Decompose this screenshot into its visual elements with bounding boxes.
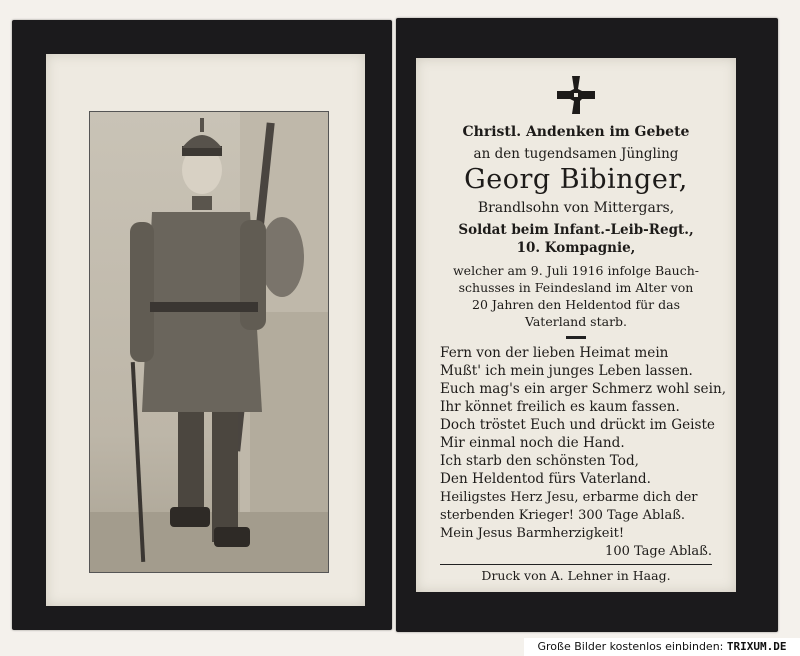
death-line: 20 Jahren den Heldentod für das [472,297,680,312]
watermark-prefix: Große Bilder kostenlos einbinden: [537,640,724,653]
verse-line: Doch tröstet Euch und drückt im Geiste [440,417,715,433]
verse-line: Ich starb den schönsten Tod, [440,453,640,469]
prayer-line: 100 Tage Ablaß. [605,544,712,559]
card-heading: Christl. Andenken im Gebete [462,124,690,140]
verse-line: Mir einmal noch die Hand. [440,435,625,451]
deceased-name: Georg Bibinger, [464,164,688,195]
section-divider [566,336,586,339]
verse-line: Den Heldentod fürs Vaterland. [440,471,651,487]
memorial-text-card [416,58,736,592]
prayer-line: Mein Jesus Barmherzigkeit! [440,526,625,541]
soldier-photo-image [90,112,328,572]
right-mourning-border [396,18,778,632]
iron-cross-icon [557,76,595,114]
origin-line: Brandlsohn von Mittergars, [477,200,675,216]
death-line: welcher am 9. Juli 1916 infolge Bauch- [452,263,700,278]
watermark-site-link[interactable]: TRIXUM.DE [726,640,787,653]
left-mourning-border [12,20,392,630]
photo-card [46,54,365,606]
prayer-line: sterbenden Krieger! 300 Tage Ablaß. [440,508,686,523]
death-line: schusses in Feindesland im Alter von [458,280,694,295]
death-line: Vaterland starb. [524,314,628,329]
soldier-photo [89,111,329,573]
printer-divider [440,564,712,565]
verse-line: Euch mag's ein arger Schmerz wohl sein, [440,381,727,397]
watermark-banner[interactable] [524,638,800,656]
prayer-line: Heiligstes Herz Jesu, erbarme dich der [440,490,698,505]
rank-line-2: 10. Kompagnie, [516,240,636,256]
printer-credit: Druck von A. Lehner in Haag. [481,568,671,583]
verse-line: Ihr könnet freilich es kaum fassen. [440,399,680,415]
verse-line: Fern von der lieben Heimat mein [440,345,669,361]
card-subheading: an den tugendsamen Jüngling [473,146,679,162]
verse-line: Mußt' ich mein junges Leben lassen. [440,363,693,379]
rank-line-1: Soldat beim Infant.-Leib-Regt., [458,222,694,238]
